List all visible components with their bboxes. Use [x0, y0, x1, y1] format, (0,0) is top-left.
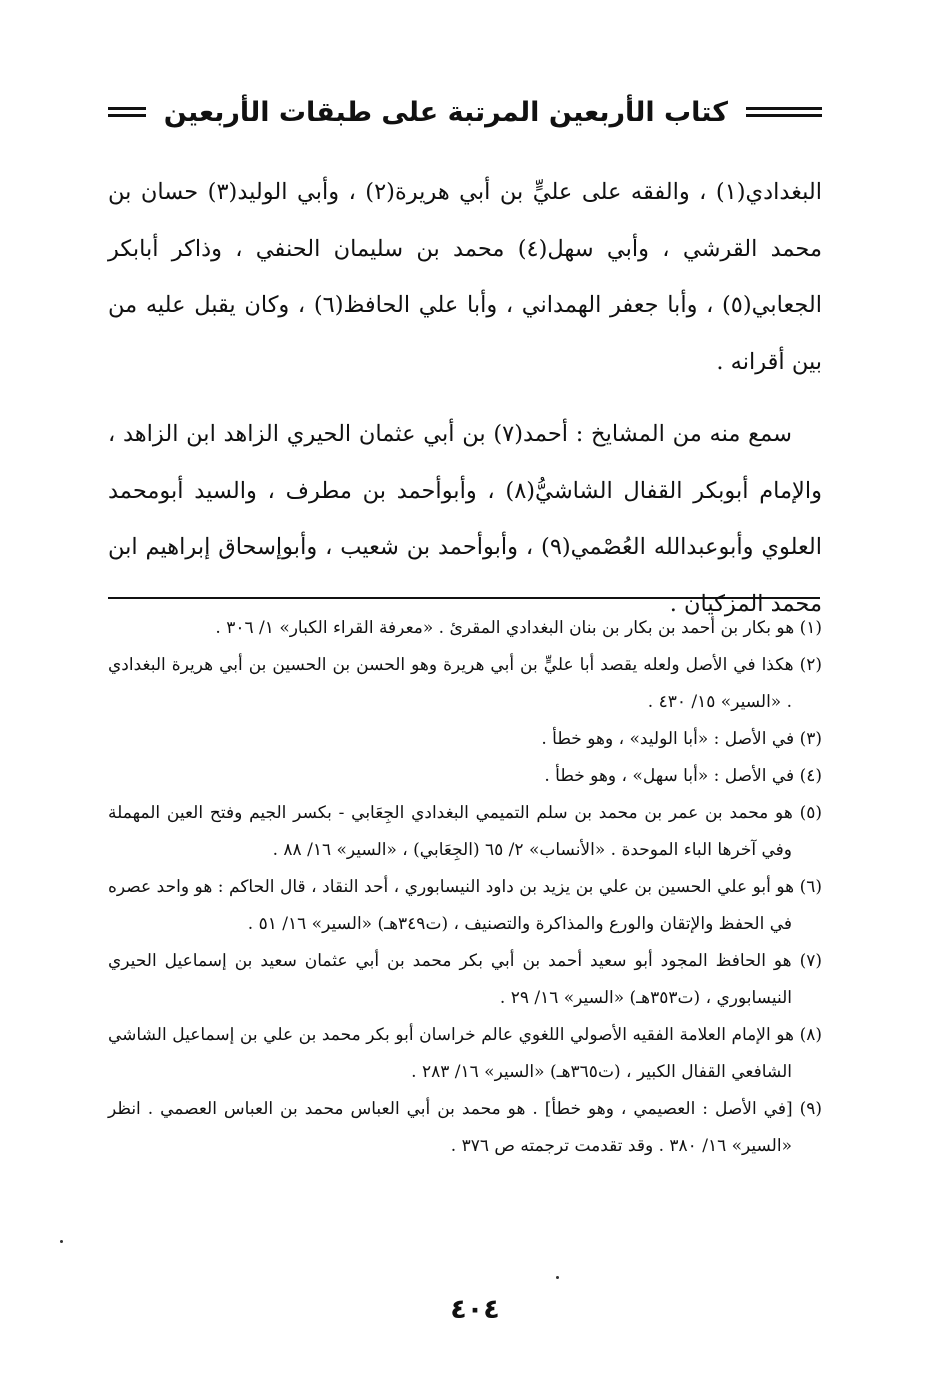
- footnote-9: (٩) [في الأصل : العصيمي ، وهو خطأ] . هو محمد بن أبي العباس محمد بن العباس العصمي . انظر «السير» ١٦/ ٣٨٠ . وقد تقدمت ترجمته ص ٣٧٦ .: [108, 1099, 822, 1156]
- scan-speck: [60, 1240, 63, 1243]
- footnote-6: (٦) هو أبو علي الحسين بن علي بن يزيد بن داود النيسابوري ، أحد النقاد ، قال الحاكم : هو واحد عصره في الحفظ والإتقان والورع والمذاكرة والتصنيف ، (ت٣٤٩هـ) «السير» ١٦/ ٥١ .: [108, 877, 822, 934]
- paragraph-2: سمع منه من المشايخ : أحمد(٧) بن أبي عثمان الحيري الزاهد ابن الزاهد ، والإمام أبوبكر القفال الشاشيُّ(٨) ، وأبوأحمد بن مطرف ، والسيد أبومحمد العلوي وأبوعبدالله العُصْمي(٩) ، وأبوأحمد بن شعيب ، وأبوإسحاق إبراهيم ابن محمد المزكيان .: [108, 421, 822, 617]
- footnote-5: (٥) هو محمد بن عمر بن محمد بن سلم التميمي البغدادي الجِعَابي - بكسر الجيم وفتح العين المهملة وفي آخرها الباء الموحدة . «الأنساب» ٢/ ٦٥ (الجِعَابي) ، «السير» ١٦/ ٨٨ .: [108, 803, 822, 860]
- footnote-2: (٢) هكذا في الأصل ولعله يقصد أبا عليٍّ بن أبي هريرة وهو الحسن بن الحسين بن أبي هريرة البغدادي . «السير» ١٥/ ٤٣٠ .: [108, 655, 822, 712]
- footnote-4: (٤) في الأصل : «أبا سهل» ، وهو خطأ .: [544, 766, 822, 786]
- scan-speck: [556, 1276, 559, 1279]
- paragraph-1: البغدادي(١) ، والفقه على عليٍّ بن أبي هريرة(٢) ، وأبي الوليد(٣) حسان بن محمد القرشي ، وأبي سهل(٤) محمد بن سليمان الحنفي ، وذاكر أبابكر الجعابي(٥) ، وأبا جعفر الهمداني ، وأبا علي الحافظ(٦) ، وكان يقبل عليه من بين أقرانه .: [108, 179, 822, 375]
- header-rule-right: [746, 107, 822, 117]
- header-title: كتاب الأربعين المرتبة على طبقات الأربعين: [163, 96, 728, 128]
- footnotes: [108, 610, 822, 1165]
- footnote-1: (١) هو بكار بن أحمد بن بكار بن بنان البغدادي المقرئ . «معرفة القراء الكبار» ١/ ٣٠٦ .: [215, 618, 822, 638]
- running-header: [108, 92, 822, 132]
- footnote-3: (٣) في الأصل : «أبا الوليد» ، وهو خطأ .: [541, 729, 822, 749]
- header-rule-left: [108, 107, 146, 117]
- page-number: ٤٠٤: [450, 1294, 500, 1325]
- footnote-separator: [108, 597, 820, 599]
- footnote-7: (٧) هو الحافظ المجود أبو سعيد أحمد بن أبي بكر محمد بن أبي عثمان سعيد بن إسماعيل الحيري النيسابوري ، (ت٣٥٣هـ) «السير» ١٦/ ٢٩ .: [108, 951, 822, 1008]
- main-text: [108, 164, 822, 632]
- footnote-8: (٨) هو الإمام العلامة الفقيه الأصولي اللغوي عالم خراسان أبو بكر محمد بن علي بن إسماعيل الشاشي الشافعي القفال الكبير ، (ت٣٦٥هـ) «السير» ١٦/ ٢٨٣ .: [108, 1025, 822, 1082]
